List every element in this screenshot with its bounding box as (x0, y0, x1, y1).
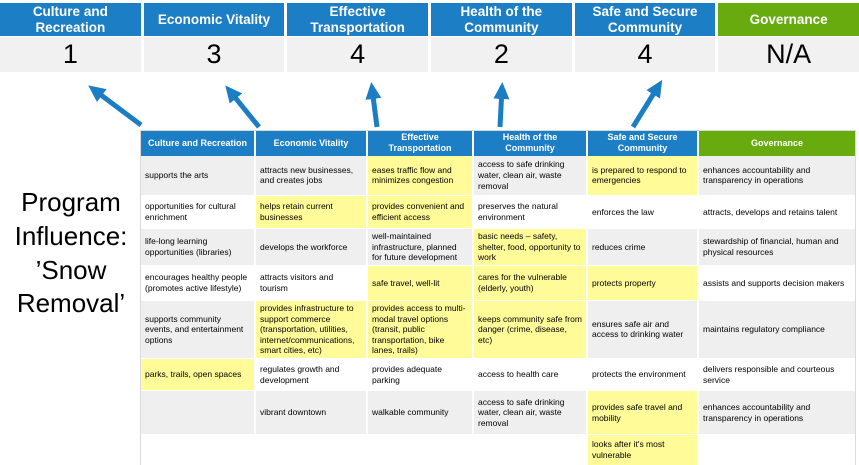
table-row (141, 300, 855, 358)
matrix-cell: maintains regulatory compliance (698, 300, 855, 358)
influence-matrix (140, 130, 856, 465)
matrix-cell: provides safe travel and mobility (587, 391, 698, 435)
table-row (141, 391, 855, 435)
matrix-header: Safe and Secure Community (587, 131, 698, 156)
banner-column-economic (144, 3, 285, 72)
matrix-cell: helps retain current businesses (255, 196, 367, 229)
matrix-cell: is prepared to respond to emergencies (587, 156, 698, 196)
matrix-cell: cares for the vulnerable (elderly, youth) (473, 265, 587, 300)
banner-category-label: Safe and Secure Community (575, 3, 716, 36)
matrix-cell: attracts, develops and retains talent (698, 196, 855, 229)
up-arrow-icon (633, 85, 659, 127)
matrix-cell: attracts new businesses, and creates jobs (255, 156, 367, 196)
matrix-cell: parks, trails, open spaces (141, 359, 255, 391)
matrix-header-row (141, 131, 855, 156)
matrix-cell: looks after it's most vulnerable (587, 435, 698, 465)
table-row (141, 265, 855, 300)
matrix-cell: preserves the natural environment (473, 196, 587, 229)
banner-column-governance (718, 3, 859, 72)
table-row (141, 196, 855, 229)
matrix-cell (698, 435, 855, 465)
banner-score-value: 1 (0, 37, 141, 72)
matrix-cell: stewardship of financial, human and physical resources (698, 229, 855, 266)
banner-score-value: 4 (287, 37, 428, 72)
matrix-cell: access to safe drinking water, clean air, waste removal (473, 391, 587, 435)
banner-category-label: Economic Vitality (144, 3, 285, 36)
table-row (141, 435, 855, 465)
matrix-cell: provides adequate parking (367, 359, 473, 391)
title-line: Influence: (14, 220, 128, 251)
banner-column-health (431, 3, 572, 72)
table-row (141, 359, 855, 391)
score-arrows (0, 76, 859, 134)
matrix-cell: attracts visitors and tourism (255, 265, 367, 300)
title-line: Removal’ (16, 288, 126, 319)
banner-column-transportation (287, 3, 428, 72)
banner-score-value: 4 (575, 37, 716, 72)
banner-score-value: 2 (431, 37, 572, 72)
banner-category-label: Culture and Recreation (0, 3, 141, 36)
banner-column-culture (0, 3, 141, 72)
matrix-header: Health of the Community (473, 131, 587, 156)
matrix-cell: protects property (587, 265, 698, 300)
matrix-cell: enhances accountability and transparency in operations (698, 156, 855, 196)
matrix-cell: safe travel, well-lit (367, 265, 473, 300)
matrix-cell: basic needs – safety, shelter, food, opportunity to work (473, 229, 587, 266)
matrix-cell: access to health care (473, 359, 587, 391)
matrix-cell (255, 435, 367, 465)
matrix-cell: opportunities for cultural enrichment (141, 196, 255, 229)
banner-category-label: Governance (718, 3, 859, 36)
program-influence-title (0, 186, 142, 321)
matrix-cell: supports community events, and entertainment options (141, 300, 255, 358)
matrix-header: Effective Transportation (367, 131, 473, 156)
title-line: Program (21, 187, 121, 217)
matrix-cell: ensures safe air and access to drinking water (587, 300, 698, 358)
matrix-cell: access to safe drinking water, clean air, waste removal (473, 156, 587, 196)
matrix-cell: enforces the law (587, 196, 698, 229)
banner-category-label: Health of the Community (431, 3, 572, 36)
matrix-cell (141, 435, 255, 465)
score-banner (0, 3, 859, 72)
matrix-cell: supports the arts (141, 156, 255, 196)
matrix-cell: provides infrastructure to support commerce (transportation, utilities, internet/communications, smart cities, etc) (255, 300, 367, 358)
matrix-cell: well-maintained infrastructure, planned for future development (367, 229, 473, 266)
up-arrow-icon (500, 88, 502, 127)
banner-column-safe (575, 3, 716, 72)
title-line: ’Snow (35, 254, 107, 285)
banner-score-value: 3 (144, 37, 285, 72)
matrix-cell: provides convenient and efficient access (367, 196, 473, 229)
matrix-cell: assists and supports decision makers (698, 265, 855, 300)
matrix-cell: develops the workforce (255, 229, 367, 266)
matrix-cell: life-long learning opportunities (libraries) (141, 229, 255, 266)
matrix-cell: reduces crime (587, 229, 698, 266)
matrix-cell: protects the environment (587, 359, 698, 391)
matrix-cell (473, 435, 587, 465)
matrix-cell: eases traffic flow and minimizes congestion (367, 156, 473, 196)
banner-score-value: N/A (718, 37, 859, 72)
up-arrow-icon (372, 88, 377, 127)
matrix-cell: walkable community (367, 391, 473, 435)
matrix-header: Governance (698, 131, 855, 156)
matrix-cell: provides access to multi-modal travel options (transit, public transportation, bike lanes, trails) (367, 300, 473, 358)
matrix-header: Economic Vitality (255, 131, 367, 156)
matrix-cell: encourages healthy people (promotes active lifestyle) (141, 265, 255, 300)
matrix-cell: delivers responsible and courteous service (698, 359, 855, 391)
banner-category-label: Effective Transportation (287, 3, 428, 36)
matrix-cell (141, 391, 255, 435)
up-arrow-icon (93, 89, 141, 125)
table-row (141, 229, 855, 266)
matrix-cell: keeps community safe from danger (crime, disease, etc) (473, 300, 587, 358)
up-arrow-icon (229, 90, 259, 127)
table-row (141, 156, 855, 196)
matrix-header: Culture and Recreation (141, 131, 255, 156)
matrix-cell (367, 435, 473, 465)
matrix-cell: regulates growth and development (255, 359, 367, 391)
matrix-cell: vibrant downtown (255, 391, 367, 435)
matrix-cell: enhances accountability and transparency in operations (698, 391, 855, 435)
